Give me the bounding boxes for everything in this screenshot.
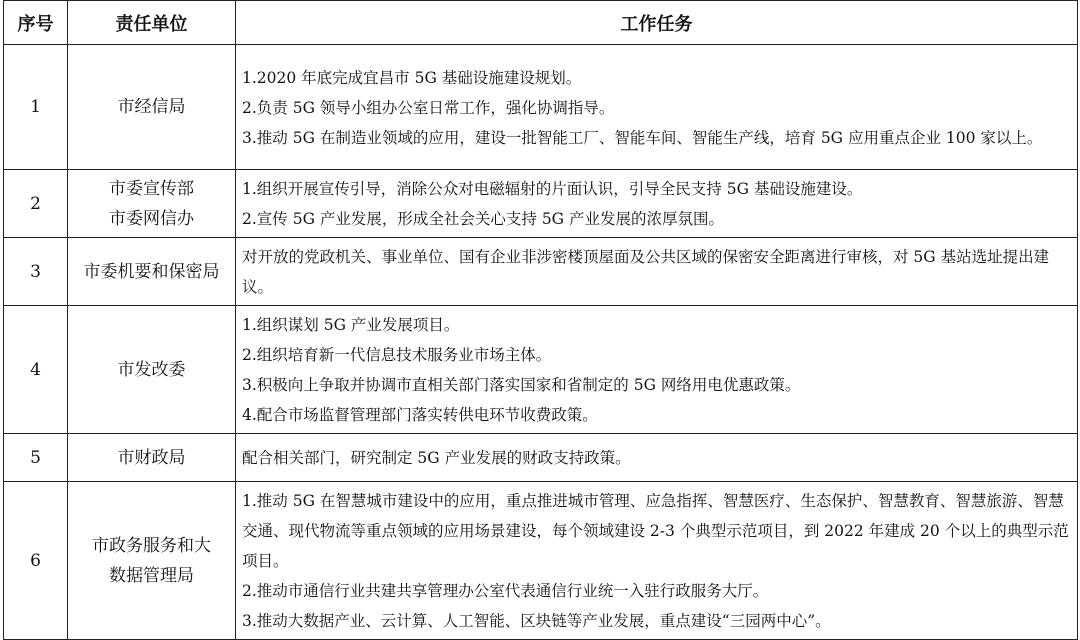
task-item: 3.推动大数据产业、云计算、人工智能、区块链等产业发展，重点建设“三园两中心”。 xyxy=(242,612,831,630)
row-number: 1 xyxy=(4,45,68,170)
header-row xyxy=(4,1,1078,45)
table-row xyxy=(4,45,1078,170)
task-cell xyxy=(236,170,1078,238)
row-number: 2 xyxy=(4,170,68,238)
unit-line: 数据管理局 xyxy=(109,565,194,586)
unit-line: 市委宣传部 xyxy=(109,178,194,199)
task-item: 1.组织谋划 5G 产业发展项目。 xyxy=(242,316,460,334)
task-item: 3.推动 5G 在制造业领域的应用，建设一批智能工厂、智能车间、智能生产线，培育 5G 应用重点企业 100 家以上。 xyxy=(242,128,1043,147)
task-item: 对开放的党政机关、事业单位、国有企业非涉密楼顶屋面及公共区域的保密安全距离进行审核，对 5G 基站选址提出建议。 xyxy=(242,248,1050,296)
unit-line: 市政务服务和大 xyxy=(92,535,211,556)
task-item: 4.配合市场监督管理部门落实转供电环节收费政策。 xyxy=(242,406,598,424)
unit-line: 市财政局 xyxy=(117,447,186,468)
task-item: 2.宣传 5G 产业发展，形成全社会关心支持 5G 产业发展的浓厚氛围。 xyxy=(242,210,724,228)
task-item: 3.积极向上争取并协调市直相关部门落实国家和省制定的 5G 网络用电优惠政策。 xyxy=(242,376,801,394)
task-item: 2.负责 5G 领导小组办公室日常工作，强化协调指导。 xyxy=(242,98,615,117)
task-item: 1.2020 年底完成宜昌市 5G 基础设施建设规划。 xyxy=(242,68,582,87)
task-cell xyxy=(236,306,1078,434)
table-row xyxy=(4,482,1078,640)
table-row xyxy=(4,434,1078,482)
row-number: 4 xyxy=(4,306,68,434)
table-row xyxy=(4,238,1078,306)
table-row xyxy=(4,306,1078,434)
header-unit: 责任单位 xyxy=(68,1,236,45)
task-cell xyxy=(236,434,1078,482)
row-number: 3 xyxy=(4,238,68,306)
task-item: 配合相关部门，研究制定 5G 产业发展的财政支持政策。 xyxy=(242,449,631,467)
row-number: 6 xyxy=(4,482,68,640)
task-item: 2.推动市通信行业共建共享管理办公室代表通信行业统一入驻行政服务大厅。 xyxy=(242,582,769,600)
responsible-unit xyxy=(68,170,236,238)
responsible-unit xyxy=(68,45,236,170)
responsible-unit xyxy=(68,434,236,482)
task-item: 1.推动 5G 在智慧城市建设中的应用，重点推进城市管理、应急指挥、智慧医疗、生态保护、智慧教育、智慧旅游、智慧交通、现代物流等重点领域的应用场景建设，每个领域建设 2-3 个典型示范项目，到 2022 年建成 20 个以上的典型示范项目。 xyxy=(242,492,1069,570)
task-table xyxy=(3,0,1078,640)
unit-line: 市委机要和保密局 xyxy=(83,261,220,282)
task-item: 2.组织培育新一代信息技术服务业市场主体。 xyxy=(242,346,552,364)
task-item: 1.组织开展宣传引导，消除公众对电磁辐射的片面认识，引导全民支持 5G 基础设施建设。 xyxy=(242,180,863,198)
header-tasks: 工作任务 xyxy=(236,1,1078,45)
task-cell xyxy=(236,482,1078,640)
unit-line: 市经信局 xyxy=(117,97,186,117)
table-row xyxy=(4,170,1078,238)
responsible-unit xyxy=(68,482,236,640)
unit-line: 市发改委 xyxy=(117,359,186,380)
responsible-unit xyxy=(68,238,236,306)
responsible-unit xyxy=(68,306,236,434)
task-cell xyxy=(236,45,1078,170)
task-cell xyxy=(236,238,1078,306)
row-number: 5 xyxy=(4,434,68,482)
header-no: 序号 xyxy=(4,1,68,45)
unit-line: 市委网信办 xyxy=(109,208,194,229)
